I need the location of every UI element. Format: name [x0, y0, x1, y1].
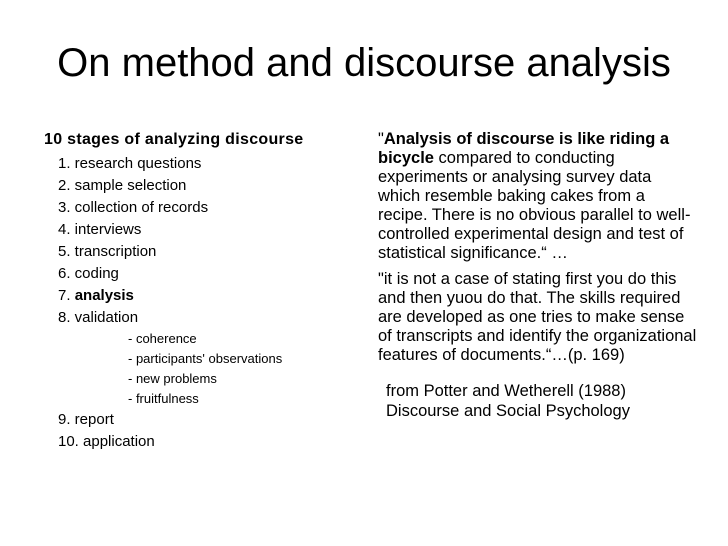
quote-bicycle	[378, 130, 698, 263]
stage-item: 6. coding	[58, 265, 119, 282]
stage-item: 10. application	[58, 433, 155, 450]
source-line: from Potter and Wetherell (1988)	[386, 382, 626, 400]
stage-item: 9. report	[58, 411, 114, 428]
source-line: Discourse and Social Psychology	[386, 402, 630, 420]
validation-subitem: - coherence	[128, 331, 197, 346]
quote-bicycle-rest: compared to conducting experiments or analysing survey data which resemble baking cakes from a recipe. There is no obvious parallel to well-controlled experimental design and test of statistical significance.“ …	[378, 149, 691, 262]
validation-subitem: - fruitfulness	[128, 391, 199, 406]
stage-item: 4. interviews	[58, 221, 142, 238]
stage-item: 2. sample selection	[58, 177, 187, 194]
validation-subitem: - new problems	[128, 371, 217, 386]
slide-title: On method and discourse analysis	[57, 41, 671, 85]
quote-skills: "it is not a case of stating first you do this and then yuou do that. The skills required are developed as one tries to make sense of transcripts and identify the organizational features of documents.“…(p. 169)	[378, 270, 697, 364]
quote-open-mark: "	[378, 130, 384, 148]
stages-heading: 10 stages of analyzing discourse	[44, 131, 304, 148]
source-citation	[378, 381, 698, 421]
stages-column	[44, 130, 344, 453]
stage-item: 5. transcription	[58, 243, 157, 260]
quotes-column	[378, 130, 698, 421]
validation-subitem: - participants' observations	[128, 351, 283, 366]
stage-item-analysis	[44, 285, 344, 307]
quote-bicycle-bold: Analysis of discourse is like riding a bicycle	[378, 130, 670, 167]
stage-item: 1. research questions	[58, 155, 202, 172]
stage-number: 7.	[58, 287, 75, 304]
stage-item: 3. collection of records	[58, 199, 209, 216]
stage-analysis-label: analysis	[74, 287, 134, 304]
stages-list	[44, 153, 344, 453]
stage-item-validation: 8. validation	[58, 309, 139, 326]
